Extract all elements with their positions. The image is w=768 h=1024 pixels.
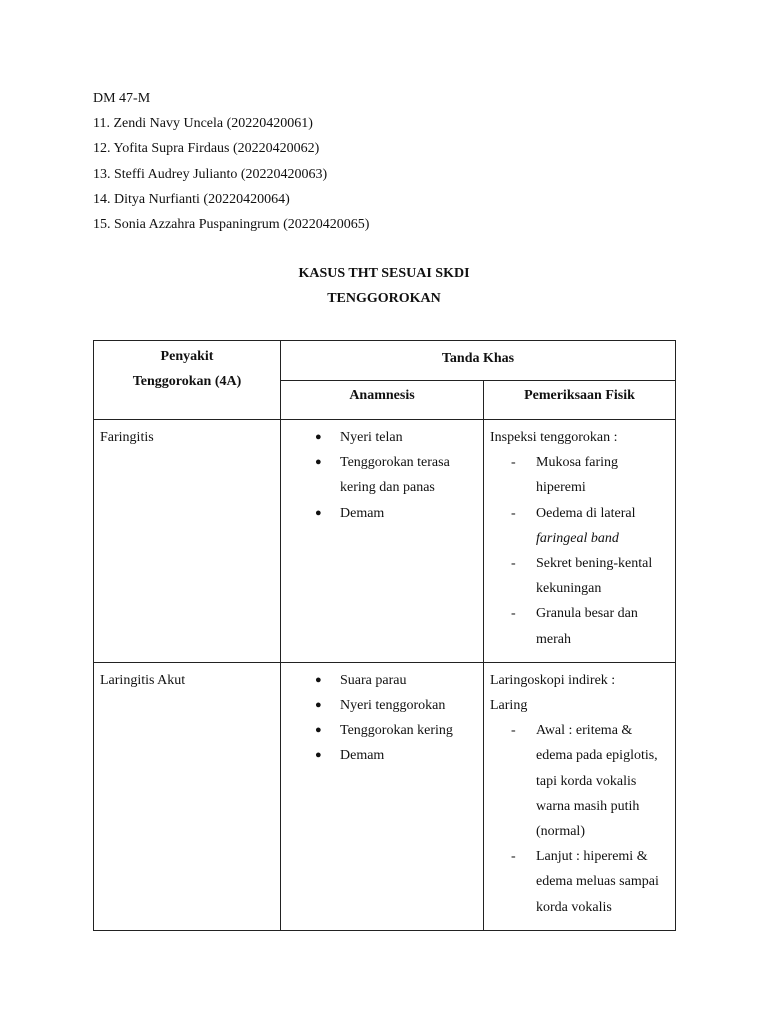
- exam-item-italic: faringeal band: [536, 530, 619, 546]
- anamnesis-item: ● Demam: [312, 501, 477, 526]
- header-penyakit-label: Penyakit Tenggorokan (4A): [132, 349, 242, 389]
- exam-intro: Laringoskopi indirek :: [490, 672, 616, 688]
- header-tanda-khas: Tanda Khas: [281, 341, 676, 381]
- exam-item-text: Oedema di lateral: [536, 505, 636, 521]
- anamnesis-item: ● Nyeri telan: [312, 425, 477, 450]
- header-block: [93, 86, 369, 237]
- member-line: 11. Zendi Navy Uncela (20220420061): [93, 116, 313, 132]
- title-line-2: TENGGOROKAN: [327, 291, 441, 306]
- disease-cell: Faringitis: [94, 420, 281, 663]
- exam-intro: Inspeksi tenggorokan :: [490, 430, 618, 445]
- group-code: DM 47-M: [93, 91, 151, 106]
- exam-item: - Lanjut : hiperemi & edema meluas sampai korda vokalis: [511, 844, 669, 920]
- exam-item: - Mukosa faring hiperemi: [511, 450, 669, 500]
- physical-exam-cell: [484, 420, 676, 663]
- case-table: [93, 340, 676, 931]
- table-row: [94, 420, 676, 663]
- physical-exam-cell: [484, 662, 676, 930]
- anamnesis-item: ● Nyeri tenggorokan: [312, 693, 477, 718]
- disease-cell: Laringitis Akut: [94, 662, 281, 930]
- title-line-1: KASUS THT SESUAI SKDI: [298, 266, 470, 281]
- exam-item: [511, 501, 669, 551]
- anamnesis-item: ● Suara parau: [312, 668, 477, 693]
- member-line: 14. Ditya Nurfianti (20220420064): [93, 191, 290, 207]
- document-title: [0, 261, 768, 311]
- exam-item: - Sekret bening-kental kekuningan: [511, 551, 669, 601]
- header-penyakit: [94, 341, 281, 420]
- header-anamnesis: Anamnesis: [281, 380, 484, 420]
- exam-intro-2: Laring: [490, 698, 528, 714]
- anamnesis-item: ● Demam: [312, 743, 477, 768]
- exam-item: - Granula besar dan merah: [511, 601, 669, 651]
- member-line: 13. Steffi Audrey Julianto (20220420063): [93, 166, 328, 182]
- exam-item: - Awal : eritema & edema pada epiglotis, tapi korda vokalis warna masih putih (normal): [511, 718, 669, 844]
- anamnesis-cell: [281, 420, 484, 663]
- header-pemeriksaan-fisik: Pemeriksaan Fisik: [484, 380, 676, 420]
- anamnesis-item: ● Tenggorokan kering: [312, 718, 477, 743]
- member-line: 15. Sonia Azzahra Puspaningrum (20220420065): [93, 217, 370, 233]
- anamnesis-cell: [281, 662, 484, 930]
- anamnesis-item: ● Tenggorokan terasa kering dan panas: [312, 450, 477, 500]
- member-line: 12. Yofita Supra Firdaus (20220420062): [93, 141, 320, 157]
- table-row: [94, 662, 676, 930]
